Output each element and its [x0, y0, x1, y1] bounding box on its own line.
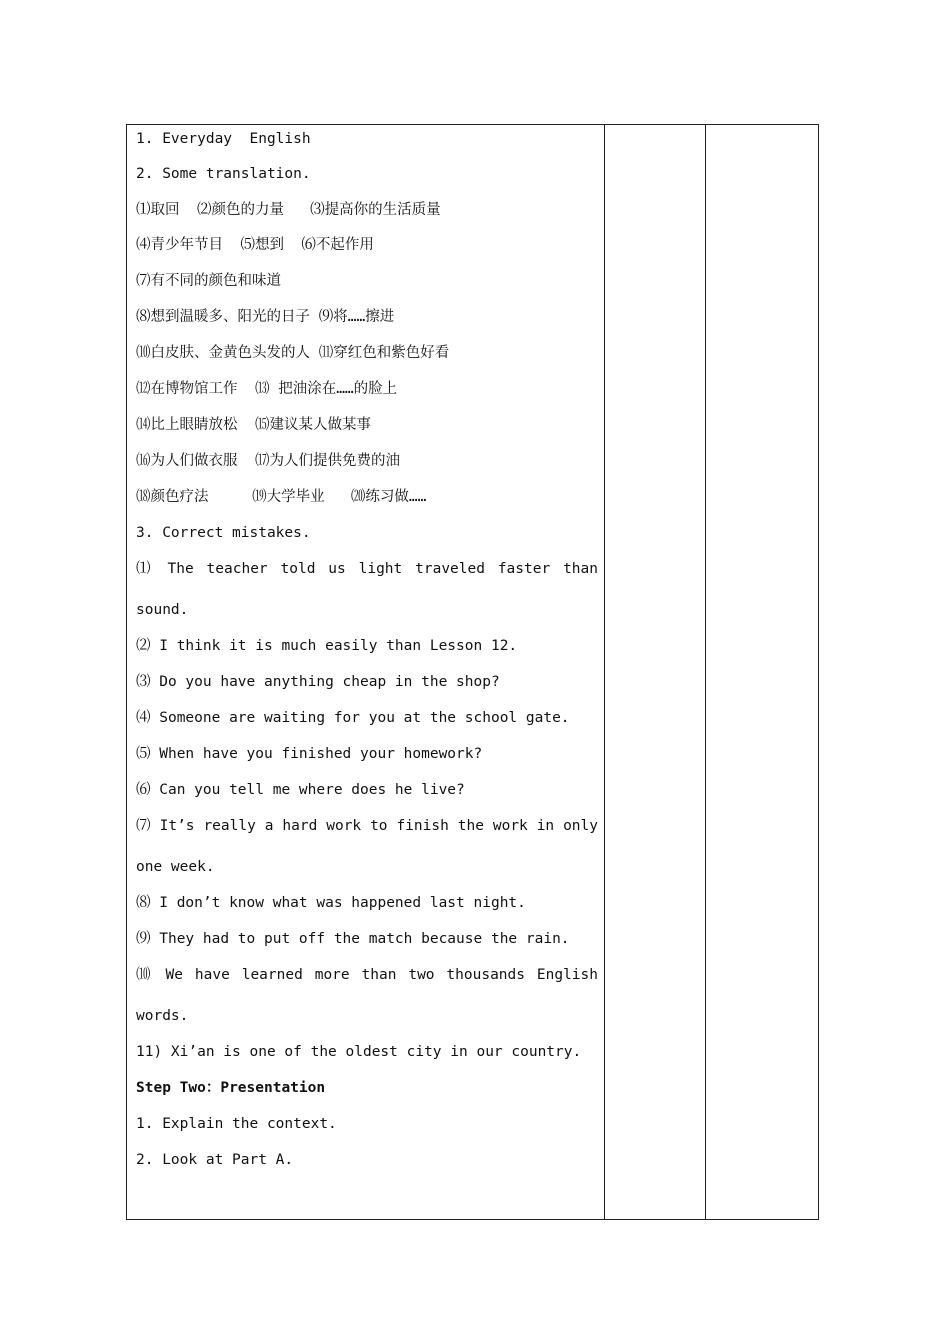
- lesson-table: [126, 124, 819, 1220]
- text-line: ⑷青少年节目 ⑸想到 ⑹不起作用: [136, 237, 374, 253]
- text-line: ⑻想到温暖多、阳光的日子 ⑼将……擦进: [136, 309, 395, 325]
- text-line: ⒁比上眼睛放松 ⒂建议某人做某事: [136, 417, 371, 433]
- text-line: ⑸ When have you finished your homework?: [136, 746, 483, 762]
- text-line: ⑼ They had to put off the match because the rain.: [136, 931, 570, 947]
- text-line: ⒅颜色疗法 ⒆大学毕业 ⒇练习做……: [136, 489, 427, 505]
- text-line: ⑿在博物馆工作 ⒀ 把油涂在……的脸上: [136, 381, 398, 397]
- text-line: 1. Everyday English: [136, 131, 311, 147]
- text-line: ⑴ The teacher told us light traveled faster than: [136, 561, 598, 577]
- column-divider: [604, 125, 605, 1219]
- text-line: ⑻ I don’t know what was happened last night.: [136, 895, 526, 911]
- step-heading: Step Two：Presentation: [136, 1080, 326, 1096]
- text-line: 1. Explain the context.: [136, 1116, 337, 1132]
- text-line: ⑷ Someone are waiting for you at the school gate.: [136, 710, 570, 726]
- text-line: one week.: [136, 859, 215, 875]
- text-line: 11) Xi’an is one of the oldest city in our country.: [136, 1044, 582, 1060]
- text-line: 2. Some translation.: [136, 166, 311, 182]
- text-line: 3. Correct mistakes.: [136, 525, 311, 541]
- text-line: words.: [136, 1008, 189, 1024]
- text-line: ⑶ Do you have anything cheap in the shop?: [136, 674, 500, 690]
- text-line: ⑺有不同的颜色和味道: [136, 273, 281, 289]
- text-line: ⑺ It’s really a hard work to finish the work in only: [136, 818, 598, 834]
- text-line: 2. Look at Part A.: [136, 1152, 294, 1168]
- text-line: ⑽白皮肤、金黄色头发的人 ⑾穿红色和紫色好看: [136, 345, 450, 361]
- text-line: ⒃为人们做衣服 ⒄为人们提供免费的油: [136, 453, 400, 469]
- text-line: ⑵ I think it is much easily than Lesson 12.: [136, 638, 518, 654]
- text-line: ⑴取回 ⑵颜色的力量 ⑶提高你的生活质量: [136, 202, 441, 218]
- text-line: ⑽ We have learned more than two thousands English: [136, 967, 598, 983]
- text-line: ⑹ Can you tell me where does he live?: [136, 782, 465, 798]
- text-line: sound.: [136, 602, 189, 618]
- column-divider: [705, 125, 706, 1219]
